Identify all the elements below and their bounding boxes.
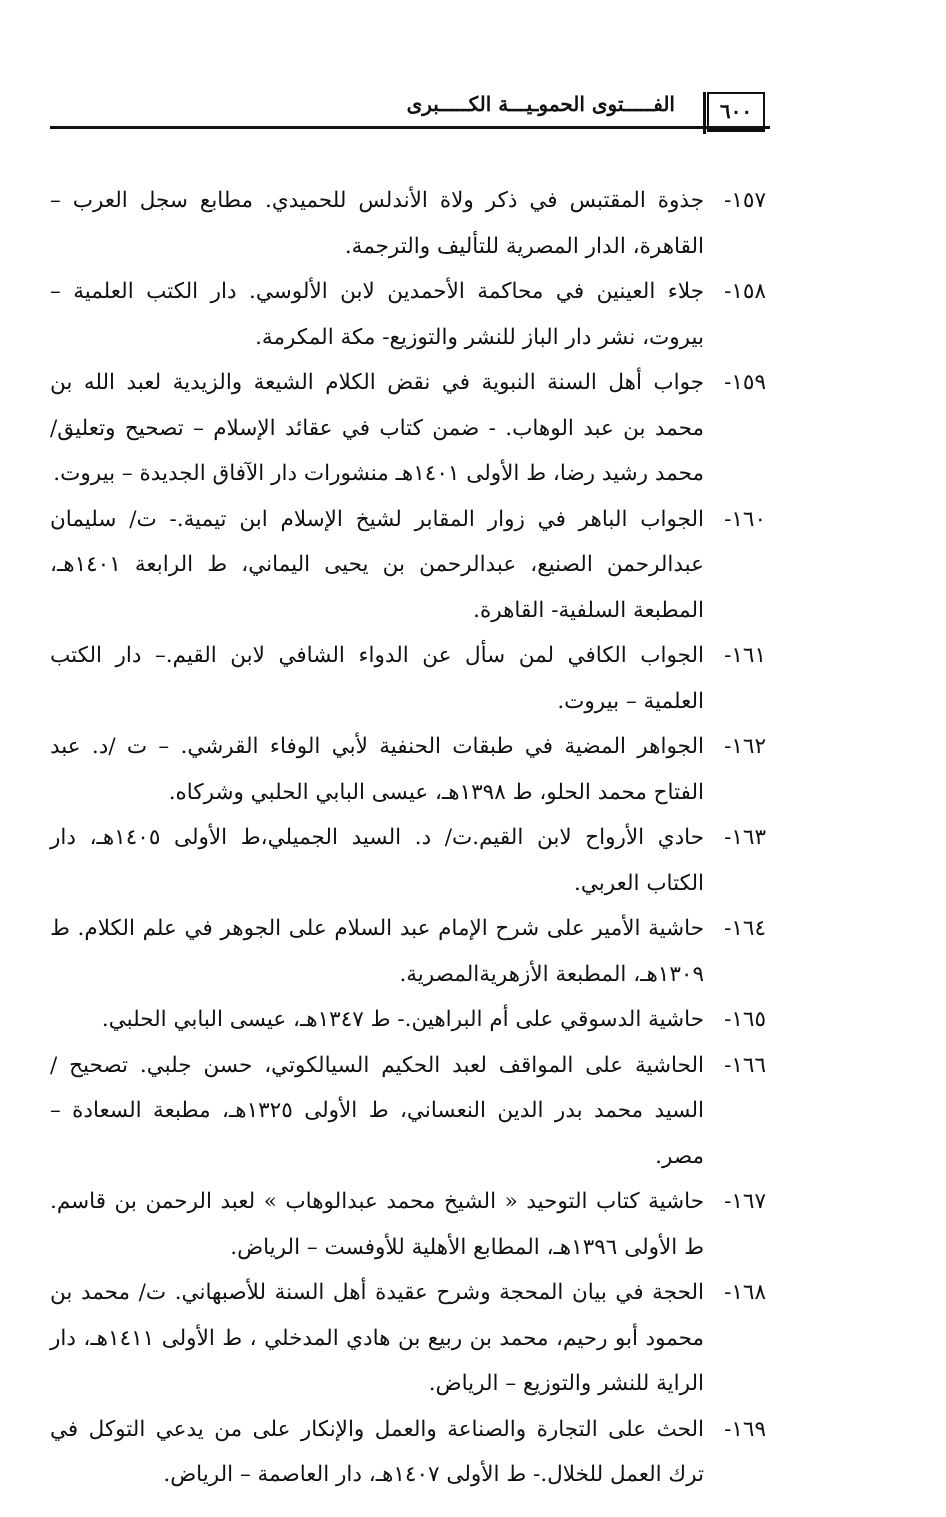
entry-text: الحجة في بيان المحجة وشرح عقيدة أهل السنة للأصبهاني. ت/ محمد بن محمود أبو رحيم، محمد بن ربيع بن هادي المدخلي ، ط الأولى ١٤١١هـ، دار الراية للنشر والتوزيع – الرياض. (50, 1280, 705, 1396)
entry-number: ١٦٨- (724, 1280, 766, 1305)
entry-number: ١٦١- (724, 643, 766, 668)
bibliography-entry (50, 1043, 766, 1180)
entry-text: جواب أهل السنة النبوية في نقض الكلام الشيعة والزيدية لعبد الله بن محمد بن عبد الوهاب. - ضمن كتاب في عقائد الإسلام – تصحيح وتعليق/ محمد رشيد رضا، ط الأولى ١٤٠١هـ منشورات دار الآفاق الجديدة – بيروت. (50, 370, 704, 486)
entry-number: ١٦٤- (724, 916, 766, 941)
entry-number: ١٦٩- (724, 1416, 766, 1442)
entry-text: جذوة المقتبس في ذكر ولاة الأندلس للحميدي. مطابع سجل العرب – القاهرة، الدار المصرية للتأليف والترجمة. (50, 188, 704, 259)
entry-number: ١٦٢- (724, 734, 766, 759)
entry-text: الجواب الكافي لمن سأل عن الدواء الشافي لابن القيم.– دار الكتب العلمية – بيروت. (50, 643, 704, 714)
bibliography-entry (50, 906, 766, 997)
entry-text: حاشية الأمير على شرح الإمام عبد السلام على الجوهر في علم الكلام. ط ١٣٠٩هـ، المطبعة الأزهريةالمصرية. (50, 916, 704, 987)
entry-text: الجواهر المضية في طبقات الحنفية لأبي الوفاء القرشي. – ت /د. عبد الفتاح محمد الحلو، ط ١٣٩٨هـ، عيسى البابي الحلبي وشركاه. (50, 734, 704, 805)
entry-number: ١٦٦- (724, 1052, 766, 1078)
entry-text: حاشية كتاب التوحيد « الشيخ محمد عبدالوهاب » لعبد الرحمن بن قاسم. ط الأولى ١٣٩٦هـ، المطابع الأهلية للأوفست – الرياض. (50, 1189, 704, 1260)
entry-text: حادي الأرواح لابن القيم.ت/ د. السيد الجميلي،ط الأولى ١٤٠٥هـ، دار الكتاب العربي. (50, 825, 704, 896)
entry-number: ١٦٣- (724, 825, 766, 850)
entry-text: الجواب الباهر في زوار المقابر لشيخ الإسلام ابن تيمية.- ت/ سليمان عبدالرحمن الصنيع، عبدالرحمن بن يحيى اليماني، ط الرابعة ١٤٠١هـ، المطبعة السلفية- القاهرة. (50, 506, 704, 623)
header-rule (50, 126, 770, 129)
bibliography-entry (50, 997, 766, 1043)
entry-number: ١٥٨- (724, 279, 766, 304)
running-title: الفـــــتوى الحموـيـــة الكـــــبرى (406, 92, 675, 116)
entry-text: جلاء العينين في محاكمة الأحمدين لابن الألوسي. دار الكتب العلمية – بيروت، نشر دار الباز للنشر والتوزيع- مكة المكرمة. (50, 279, 704, 350)
entry-text: الحث على التجارة والصناعة والعمل والإنكار على من يدعي التوكل في ترك العمل للخلال.- ط الأولى ١٤٠٧هـ، دار العاصمة – الرياض. (50, 1416, 704, 1487)
bibliography-entry (50, 633, 766, 724)
bibliography-entry (50, 815, 766, 906)
bibliography-entry (50, 497, 766, 634)
entry-text: الحاشية على المواقف لعبد الحكيم السيالكوتي، حسن جلبي. تصحيح / السيد محمد بدر الدين النعساني، ط الأولى ١٣٢٥هـ، مطبعة السعادة – مصر. (50, 1052, 704, 1169)
bibliography-entry (50, 1270, 766, 1407)
entry-text: حاشية الدسوقي على أم البراهين.- ط ١٣٤٧هـ، عيسى البابي الحلبي. (101, 1007, 704, 1032)
entry-number: ١٥٧- (724, 188, 766, 213)
entry-number: ١٦٠- (724, 506, 766, 532)
entry-number: ١٦٥- (724, 1007, 766, 1032)
bibliography-entry (50, 1179, 766, 1270)
bibliography-list (50, 178, 766, 1498)
bibliography-entry (50, 178, 766, 269)
entry-number: ١٥٩- (724, 370, 766, 395)
bibliography-entry (50, 360, 766, 497)
bibliography-entry (50, 1407, 766, 1498)
page-number: ٦٠٠ (707, 92, 765, 132)
bibliography-entry (50, 269, 766, 360)
page-header (50, 88, 770, 136)
entry-number: ١٦٧- (724, 1189, 766, 1214)
bibliography-entry (50, 724, 766, 815)
